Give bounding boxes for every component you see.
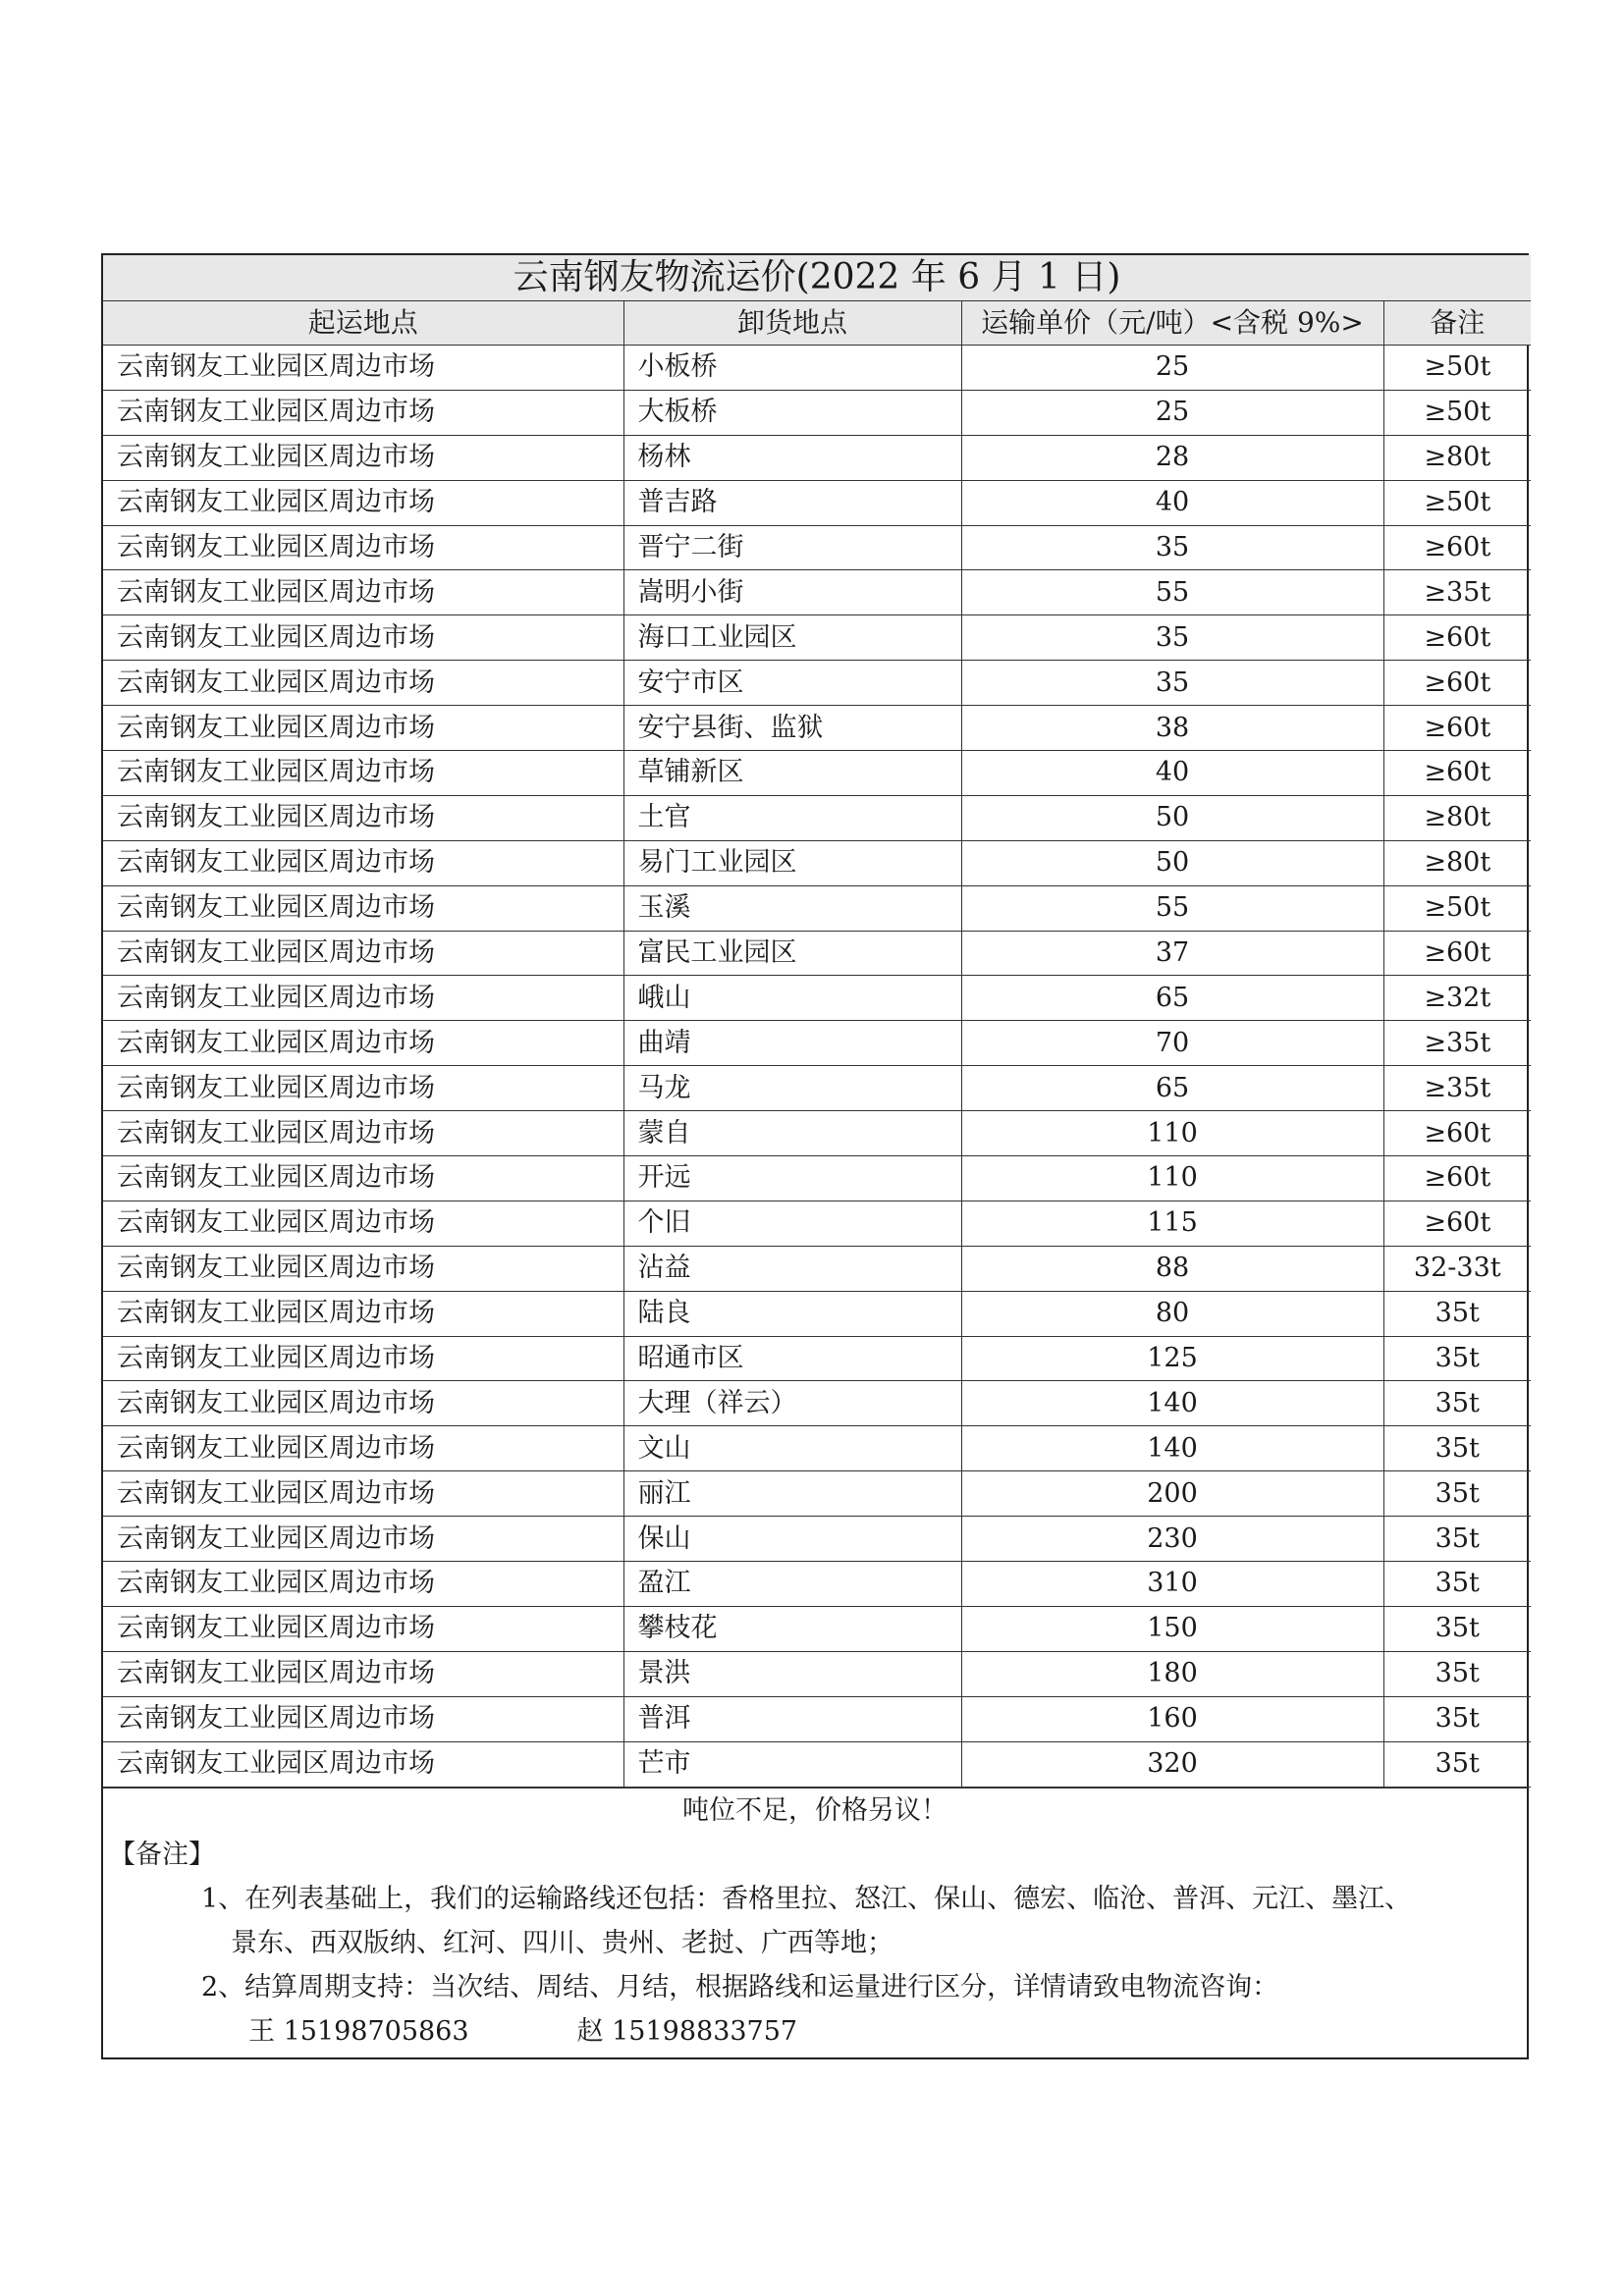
cell-unit-price: 40 [961,480,1383,525]
contact-zhao: 赵 15198833757 [576,2015,798,2047]
table-row [103,615,1531,661]
cell-origin: 云南钢友工业园区周边市场 [103,1336,623,1381]
cell-note: ≥60t [1383,931,1531,976]
cell-destination: 个旧 [623,1201,961,1246]
remarks-title: 【备注】 [109,1839,215,1870]
cell-destination: 土官 [623,795,961,840]
cell-destination: 峨山 [623,976,961,1021]
cell-unit-price: 38 [961,706,1383,751]
table-row [103,1517,1531,1562]
column-header-unit-price: 运输单价（元/吨）<含税 9%> [961,301,1383,346]
remark-item-1-line-2: 景东、西双版纳、红河、四川、贵州、老挝、广西等地； [231,1927,893,1958]
cell-destination: 攀枝花 [623,1606,961,1651]
cell-note: ≥60t [1383,751,1531,796]
cell-unit-price: 115 [961,1201,1383,1246]
cell-note: ≥60t [1383,1156,1531,1201]
rate-table [103,255,1531,1788]
table-row [103,346,1531,391]
cell-origin: 云南钢友工业园区周边市场 [103,346,623,391]
table-row [103,1651,1531,1696]
cell-unit-price: 40 [961,751,1383,796]
table-row [103,1562,1531,1607]
table-row [103,1336,1531,1381]
cell-destination: 文山 [623,1426,961,1471]
cell-note: ≥60t [1383,1111,1531,1156]
cell-unit-price: 25 [961,346,1383,391]
cell-unit-price: 28 [961,435,1383,480]
cell-destination: 景洪 [623,1651,961,1696]
cell-destination: 安宁市区 [623,661,961,706]
cell-unit-price: 37 [961,931,1383,976]
cell-note: ≥60t [1383,706,1531,751]
table-row [103,1201,1531,1246]
cell-note: ≥35t [1383,1066,1531,1111]
cell-destination: 曲靖 [623,1021,961,1066]
column-header-note: 备注 [1383,301,1531,346]
cell-destination: 大理（祥云） [623,1381,961,1426]
cell-note: 35t [1383,1471,1531,1517]
remark-item-1 [103,1877,1527,1965]
cell-unit-price: 150 [961,1606,1383,1651]
column-header-origin: 起运地点 [103,301,623,346]
cell-destination: 富民工业园区 [623,931,961,976]
cell-destination: 丽江 [623,1471,961,1517]
cell-note: ≥80t [1383,840,1531,885]
table-row [103,1696,1531,1741]
table-row [103,525,1531,570]
cell-destination: 马龙 [623,1066,961,1111]
cell-origin: 云南钢友工业园区周边市场 [103,751,623,796]
cell-note: ≥50t [1383,390,1531,435]
cell-unit-price: 35 [961,615,1383,661]
table-row [103,840,1531,885]
table-row [103,1021,1531,1066]
cell-note: ≥60t [1383,661,1531,706]
table-row [103,1246,1531,1291]
cell-origin: 云南钢友工业园区周边市场 [103,1291,623,1336]
footer-notes [103,1788,1527,2057]
cell-destination: 杨林 [623,435,961,480]
table-row [103,1291,1531,1336]
cell-destination: 保山 [623,1517,961,1562]
cell-origin: 云南钢友工业园区周边市场 [103,1517,623,1562]
cell-destination: 大板桥 [623,390,961,435]
table-row [103,1111,1531,1156]
cell-note: ≥50t [1383,480,1531,525]
cell-destination: 陆良 [623,1291,961,1336]
cell-note: 35t [1383,1291,1531,1336]
cell-origin: 云南钢友工业园区周边市场 [103,480,623,525]
cell-destination: 普吉路 [623,480,961,525]
cell-unit-price: 110 [961,1156,1383,1201]
cell-origin: 云南钢友工业园区周边市场 [103,1246,623,1291]
cell-unit-price: 65 [961,976,1383,1021]
cell-unit-price: 200 [961,1471,1383,1517]
cell-origin: 云南钢友工业园区周边市场 [103,1562,623,1607]
cell-origin: 云南钢友工业园区周边市场 [103,525,623,570]
cell-unit-price: 125 [961,1336,1383,1381]
cell-note: ≥60t [1383,615,1531,661]
cell-destination: 昭通市区 [623,1336,961,1381]
table-row [103,1066,1531,1111]
cell-origin: 云南钢友工业园区周边市场 [103,1156,623,1201]
cell-destination: 小板桥 [623,346,961,391]
cell-note: 35t [1383,1562,1531,1607]
cell-origin: 云南钢友工业园区周边市场 [103,1426,623,1471]
table-row [103,1606,1531,1651]
cell-unit-price: 110 [961,1111,1383,1156]
table-row [103,661,1531,706]
cell-note: ≥50t [1383,346,1531,391]
cell-unit-price: 80 [961,1291,1383,1336]
table-row [103,390,1531,435]
cell-destination: 开远 [623,1156,961,1201]
cell-destination: 沾益 [623,1246,961,1291]
cell-unit-price: 140 [961,1381,1383,1426]
cell-note: 35t [1383,1381,1531,1426]
cell-unit-price: 160 [961,1696,1383,1741]
cell-destination: 易门工业园区 [623,840,961,885]
cell-origin: 云南钢友工业园区周边市场 [103,615,623,661]
cell-origin: 云南钢友工业园区周边市场 [103,1651,623,1696]
cell-note: 35t [1383,1426,1531,1471]
cell-origin: 云南钢友工业园区周边市场 [103,1021,623,1066]
cell-note: ≥60t [1383,525,1531,570]
cell-origin: 云南钢友工业园区周边市场 [103,795,623,840]
cell-note: ≥80t [1383,435,1531,480]
cell-unit-price: 35 [961,661,1383,706]
cell-note: ≥50t [1383,885,1531,931]
cell-note: 35t [1383,1696,1531,1741]
table-row [103,706,1531,751]
cell-note: ≥32t [1383,976,1531,1021]
cell-origin: 云南钢友工业园区周边市场 [103,661,623,706]
cell-origin: 云南钢友工业园区周边市场 [103,840,623,885]
cell-unit-price: 310 [961,1562,1383,1607]
cell-unit-price: 50 [961,795,1383,840]
cell-destination: 蒙自 [623,1111,961,1156]
cell-unit-price: 230 [961,1517,1383,1562]
table-row [103,1426,1531,1471]
cell-unit-price: 88 [961,1246,1383,1291]
table-row [103,751,1531,796]
cell-unit-price: 65 [961,1066,1383,1111]
table-row [103,570,1531,615]
cell-note: ≥35t [1383,570,1531,615]
cell-note: ≥35t [1383,1021,1531,1066]
cell-note: 35t [1383,1336,1531,1381]
cell-origin: 云南钢友工业园区周边市场 [103,1471,623,1517]
cell-destination: 安宁县街、监狱 [623,706,961,751]
cell-unit-price: 55 [961,570,1383,615]
cell-unit-price: 55 [961,885,1383,931]
table-row [103,1381,1531,1426]
cell-unit-price: 35 [961,525,1383,570]
cell-destination: 草铺新区 [623,751,961,796]
cell-note: ≥80t [1383,795,1531,840]
cell-origin: 云南钢友工业园区周边市场 [103,1381,623,1426]
column-header-destination: 卸货地点 [623,301,961,346]
remark-item-2: 2、结算周期支持：当次结、周结、月结，根据路线和运量进行区分，详情请致电物流咨询： [201,1971,1279,2002]
table-title: 云南钢友物流运价(2022 年 6 月 1 日) [103,255,1531,301]
cell-origin: 云南钢友工业园区周边市场 [103,1111,623,1156]
cell-destination: 嵩明小街 [623,570,961,615]
cell-origin: 云南钢友工业园区周边市场 [103,1201,623,1246]
contact-wang: 王 15198705863 [248,2015,469,2047]
tonnage-note: 吨位不足，价格另议！ [682,1794,947,1826]
cell-note: 35t [1383,1651,1531,1696]
table-row [103,885,1531,931]
cell-origin: 云南钢友工业园区周边市场 [103,1606,623,1651]
cell-origin: 云南钢友工业园区周边市场 [103,706,623,751]
remark-item-1-line-1: 1、在列表基础上，我们的运输路线还包括：香格里拉、怒江、保山、德宏、临沧、普洱、元江、墨江、 [201,1883,1412,1914]
cell-destination: 盈江 [623,1562,961,1607]
cell-note: 35t [1383,1517,1531,1562]
cell-destination: 普洱 [623,1696,961,1741]
table-row [103,931,1531,976]
cell-origin: 云南钢友工业园区周边市场 [103,1696,623,1741]
cell-note: 35t [1383,1741,1531,1787]
cell-destination: 海口工业园区 [623,615,961,661]
cell-note: 35t [1383,1606,1531,1651]
table-row [103,1471,1531,1517]
cell-origin: 云南钢友工业园区周边市场 [103,1741,623,1787]
table-row [103,795,1531,840]
freight-rate-sheet [101,253,1529,2059]
cell-destination: 芒市 [623,1741,961,1787]
cell-destination: 玉溪 [623,885,961,931]
cell-unit-price: 50 [961,840,1383,885]
cell-unit-price: 70 [961,1021,1383,1066]
header-row [103,301,1531,346]
table-row [103,1741,1531,1787]
cell-destination: 晋宁二街 [623,525,961,570]
cell-origin: 云南钢友工业园区周边市场 [103,976,623,1021]
cell-origin: 云南钢友工业园区周边市场 [103,885,623,931]
cell-unit-price: 25 [961,390,1383,435]
table-body [103,346,1531,1788]
cell-note: ≥60t [1383,1201,1531,1246]
cell-note: 32-33t [1383,1246,1531,1291]
cell-unit-price: 180 [961,1651,1383,1696]
cell-unit-price: 140 [961,1426,1383,1471]
cell-origin: 云南钢友工业园区周边市场 [103,570,623,615]
cell-origin: 云南钢友工业园区周边市场 [103,390,623,435]
cell-origin: 云南钢友工业园区周边市场 [103,1066,623,1111]
cell-origin: 云南钢友工业园区周边市场 [103,435,623,480]
table-row [103,1156,1531,1201]
cell-origin: 云南钢友工业园区周边市场 [103,931,623,976]
table-row [103,976,1531,1021]
table-row [103,435,1531,480]
contact-line [103,2009,1527,2054]
table-row [103,480,1531,525]
cell-unit-price: 320 [961,1741,1383,1787]
